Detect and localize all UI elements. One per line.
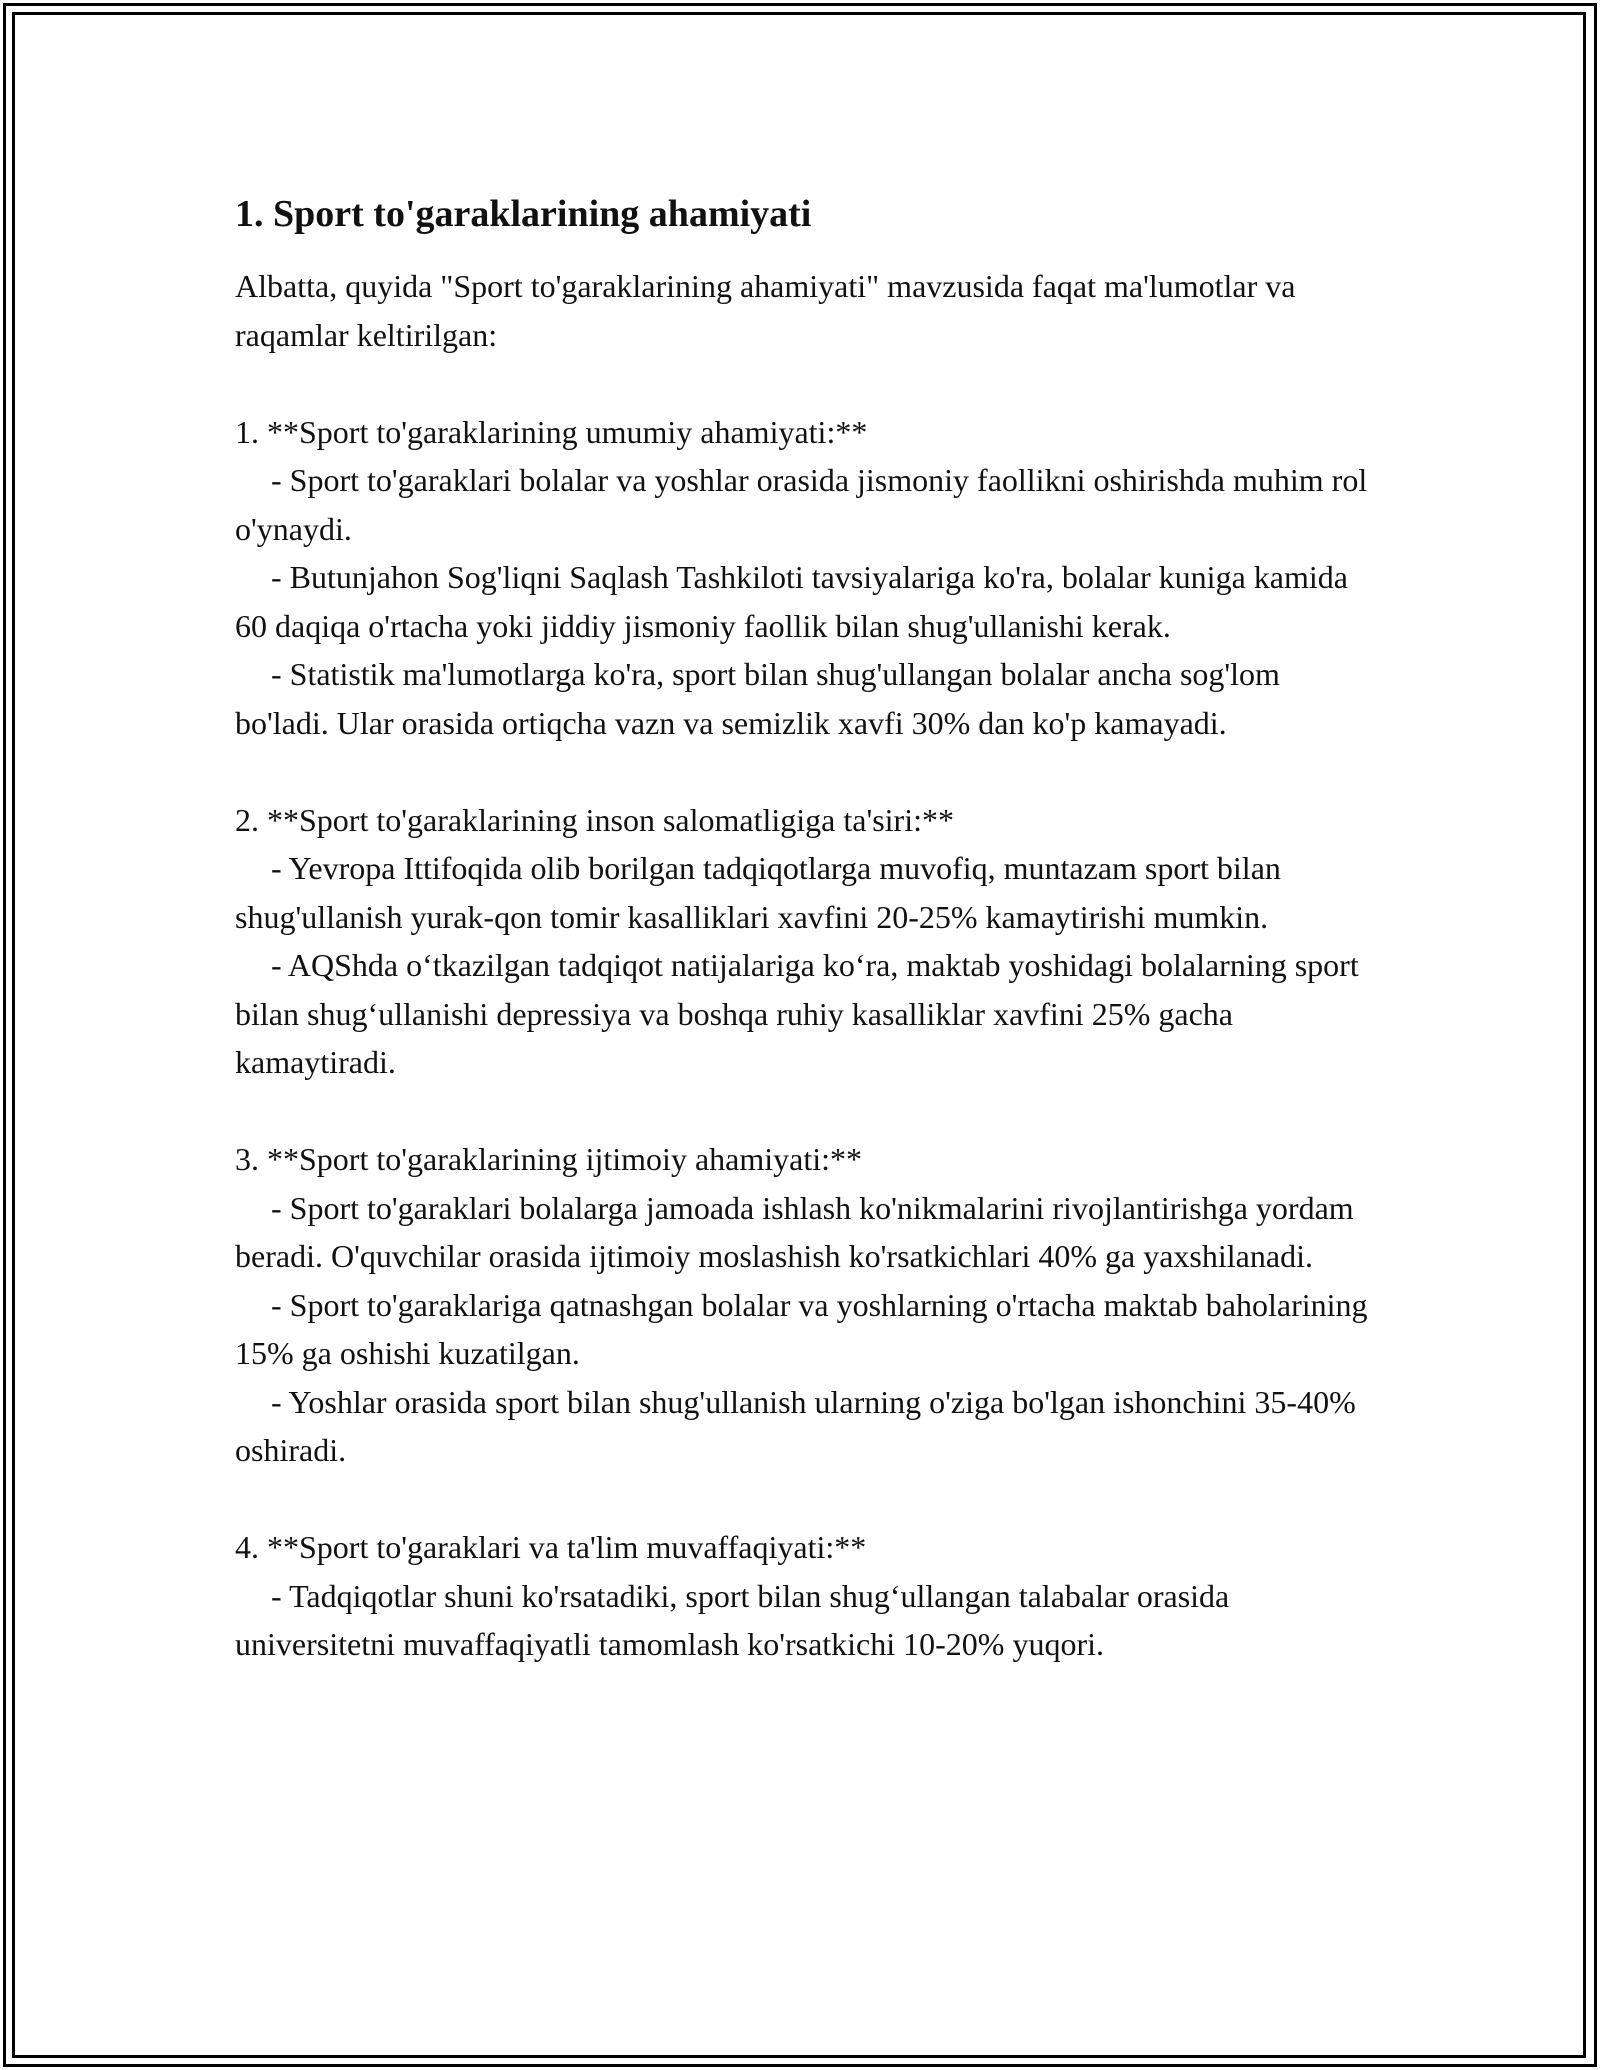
bullet-text: - Statistik ma'lumotlarga ko'ra, sport bilan shug'ullangan bolalar ancha sog'lom bo'ladi. Ular orasida ortiqcha vazn va semizlik xavfi 30% dan ko'p kamayadi. — [235, 656, 1288, 741]
section-heading: 3. **Sport to'garaklarining ijtimoiy ahamiyati:** — [235, 1141, 862, 1177]
bullet-item — [235, 844, 1370, 941]
bullet-item — [235, 456, 1376, 553]
bullet-text: - Butunjahon Sog'liqni Saqlash Tashkiloti tavsiyalariga ko'ra, bolalar kuniga kamida 60 daqiqa o'rtacha yoki jiddiy jismoniy faollik bilan shug'ullanishi kerak. — [235, 559, 1356, 644]
section-1 — [235, 408, 1376, 748]
bullet-text: - Tadqiqotlar shuni ko'rsatadiki, sport bilan shug‘ullangan talabalar orasida universitetni muvaffaqiyatli tamomlash ko'rsatkichi 10-20% yuqori. — [235, 1577, 1238, 1662]
section-heading: 1. **Sport to'garaklarining umumiy ahamiyati:** — [235, 413, 868, 450]
bullet-text: - Sport to'garaklariga qatnashgan bolalar va yoshlarning o'rtacha maktab baholarining 15% ga oshishi kuzatilgan. — [235, 1286, 1376, 1371]
section-2 — [235, 796, 1370, 1087]
bullet-text: - Sport to'garaklari bolalar va yoshlar orasida jismoniy faollikni oshirishda muhim rol o'ynaydi. — [235, 462, 1376, 547]
document-body — [235, 186, 1376, 1669]
section-3 — [235, 1135, 1376, 1475]
document-title: 1. Sport to'garaklarining ahamiyati — [235, 193, 812, 235]
bullet-item — [235, 1572, 1370, 1669]
bullet-text: - Sport to'garaklari bolalarga jamoada ishlash ko'nikmalarini rivojlantirishga yordam beradi. O'quvchilar orasida ijtimoiy moslashish ko'rsatkichlari 40% ga yaxshilanadi. — [235, 1189, 1362, 1274]
intro-paragraph: Albatta, quyida "Sport to'garaklarining ahamiyati" mavzusida faqat ma'lumotlar va raqamlar keltirilgan: — [235, 268, 1304, 353]
bullet-text: - Yevropa Ittifoqida olib borilgan tadqiqotlarga muvofiq, muntazam sport bilan shug'ullanish yurak-qon tomir kasalliklari xavfini 20-25% kamaytirishi mumkin. — [235, 850, 1289, 935]
bullet-item — [235, 553, 1370, 650]
bullet-item — [235, 1184, 1370, 1281]
bullet-item — [235, 1378, 1370, 1475]
bullet-item — [235, 1281, 1376, 1378]
bullet-text: - Yoshlar orasida sport bilan shug'ullanish ularning o'ziga bo'lgan ishonchini 35-40% oshiradi. — [235, 1383, 1364, 1468]
section-heading: 2. **Sport to'garaklarining inson salomatligiga ta'siri:** — [235, 801, 954, 838]
bullet-item — [235, 941, 1370, 1087]
section-4 — [235, 1523, 1370, 1669]
section-heading: 4. **Sport to'garaklari va ta'lim muvaffaqiyati:** — [235, 1529, 867, 1565]
bullet-text: - AQShda o‘tkazilgan tadqiqot natijalariga ko‘ra, maktab yoshidagi bolalarning sport bilan shug‘ullanishi depressiya va boshqa ruhiy kasalliklar xavfini 25% gacha kamaytiradi. — [235, 947, 1367, 1080]
bullet-item — [235, 650, 1370, 747]
